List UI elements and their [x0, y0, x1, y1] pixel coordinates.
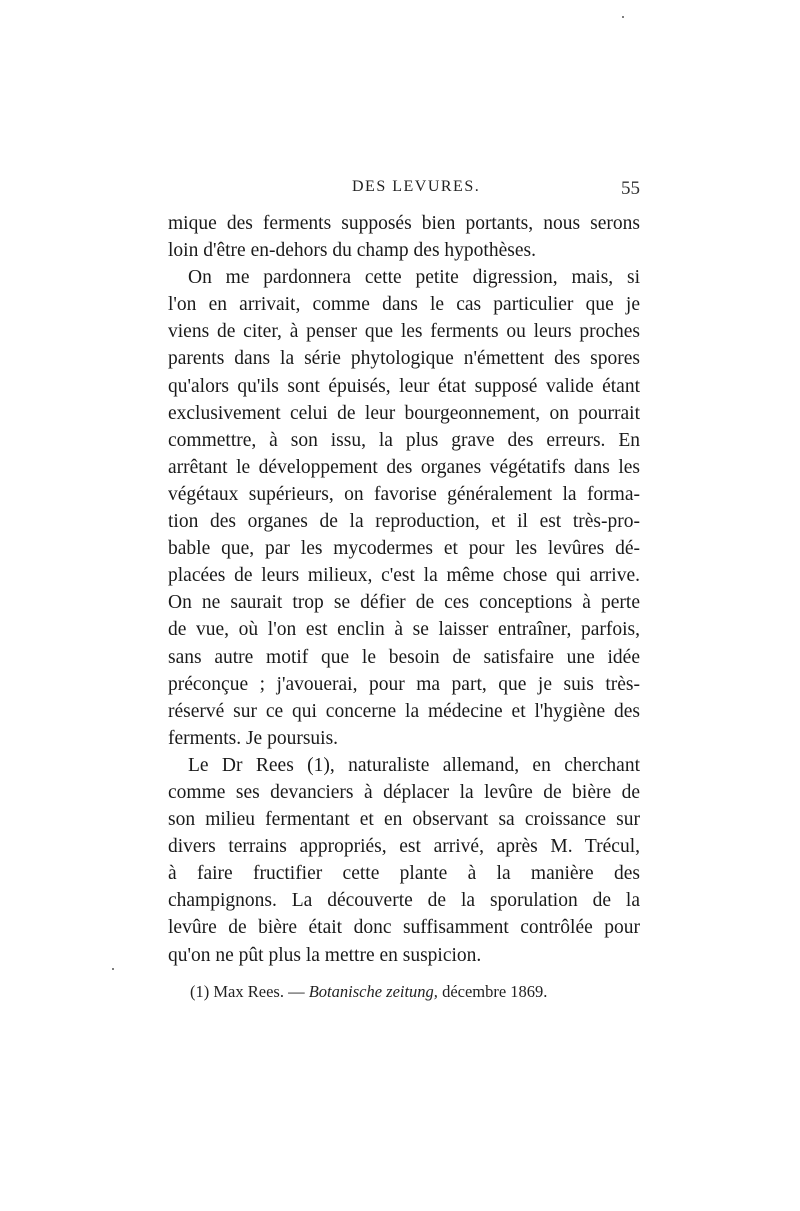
text-line: arrêtant le développement des organes végétatifs dans les: [168, 456, 640, 478]
text-line: divers terrains appropriés, est arrivé, après M. Trécul,: [168, 836, 640, 858]
text-line: levûre de bière était donc suffisamment contrôlée pour: [168, 917, 640, 939]
footnote-work: Botanische zeitung,: [308, 982, 438, 1001]
text-line: de vue, où l'on est enclin à se laisser entraîner, parfois,: [168, 619, 640, 641]
text-line: placées de leurs milieux, c'est la même chose qui arrive.: [168, 565, 640, 587]
text-line: qu'alors qu'ils sont épuisés, leur état supposé valide étant: [168, 375, 640, 397]
text-line: végétaux supérieurs, on favorise généralement la forma-: [168, 483, 640, 505]
text-line: On ne saurait trop se défier de ces conceptions à perte: [168, 592, 640, 614]
body-text: [168, 210, 640, 969]
running-head: DES LEVURES.: [352, 178, 481, 195]
text-line: parents dans la série phytologique n'émettent des spores: [168, 348, 640, 370]
text-line: loin d'être en-dehors du champ des hypothèses.: [168, 240, 536, 262]
text-line: mique des ferments supposés bien portants, nous serons: [168, 213, 640, 234]
scan-speck: [622, 16, 624, 18]
page-number: 55: [621, 178, 640, 199]
text-line: son milieu fermentant et en observant sa croissance sur: [168, 809, 640, 831]
text-line: Le Dr Rees (1), naturaliste allemand, en cherchant: [188, 754, 640, 776]
text-line: viens de citer, à penser que les ferments ou leurs proches: [168, 321, 640, 343]
text-line: exclusivement celui de leur bourgeonnement, on pourrait: [168, 402, 640, 424]
footnote-marker: (1): [190, 982, 210, 1001]
text-line: On me pardonnera cette petite digression, mais, si: [188, 267, 640, 289]
text-line: qu'on ne pût plus la mettre en suspicion.: [168, 944, 482, 966]
footnote-date: décembre 1869.: [442, 982, 548, 1001]
page-header: [168, 178, 640, 208]
footnote-author: Max Rees. —: [213, 982, 305, 1001]
text-line: comme ses devanciers à déplacer la levûre de bière de: [168, 781, 640, 803]
text-line: sans autre motif que le besoin de satisfaire une idée: [168, 646, 640, 668]
scan-speck: [112, 968, 114, 970]
text-line: à faire fructifier cette plante à la manière des: [168, 863, 640, 885]
text-line: préconçue ; j'avouerai, pour ma part, que je suis très-: [168, 673, 640, 695]
text-line: tion des organes de la reproduction, et il est très-pro-: [168, 511, 640, 533]
text-line: l'on en arrivait, comme dans le cas particulier que je: [168, 294, 640, 316]
text-line: réservé sur ce qui concerne la médecine et l'hygiène des: [168, 700, 640, 722]
text-line: champignons. La découverte de la sporulation de la: [168, 890, 640, 912]
footnote: [190, 982, 620, 1002]
text-line: ferments. Je poursuis.: [168, 727, 339, 749]
text-line: commettre, à son issu, la plus grave des erreurs. En: [168, 429, 640, 451]
text-line: bable que, par les mycodermes et pour les levûres dé-: [168, 538, 640, 560]
